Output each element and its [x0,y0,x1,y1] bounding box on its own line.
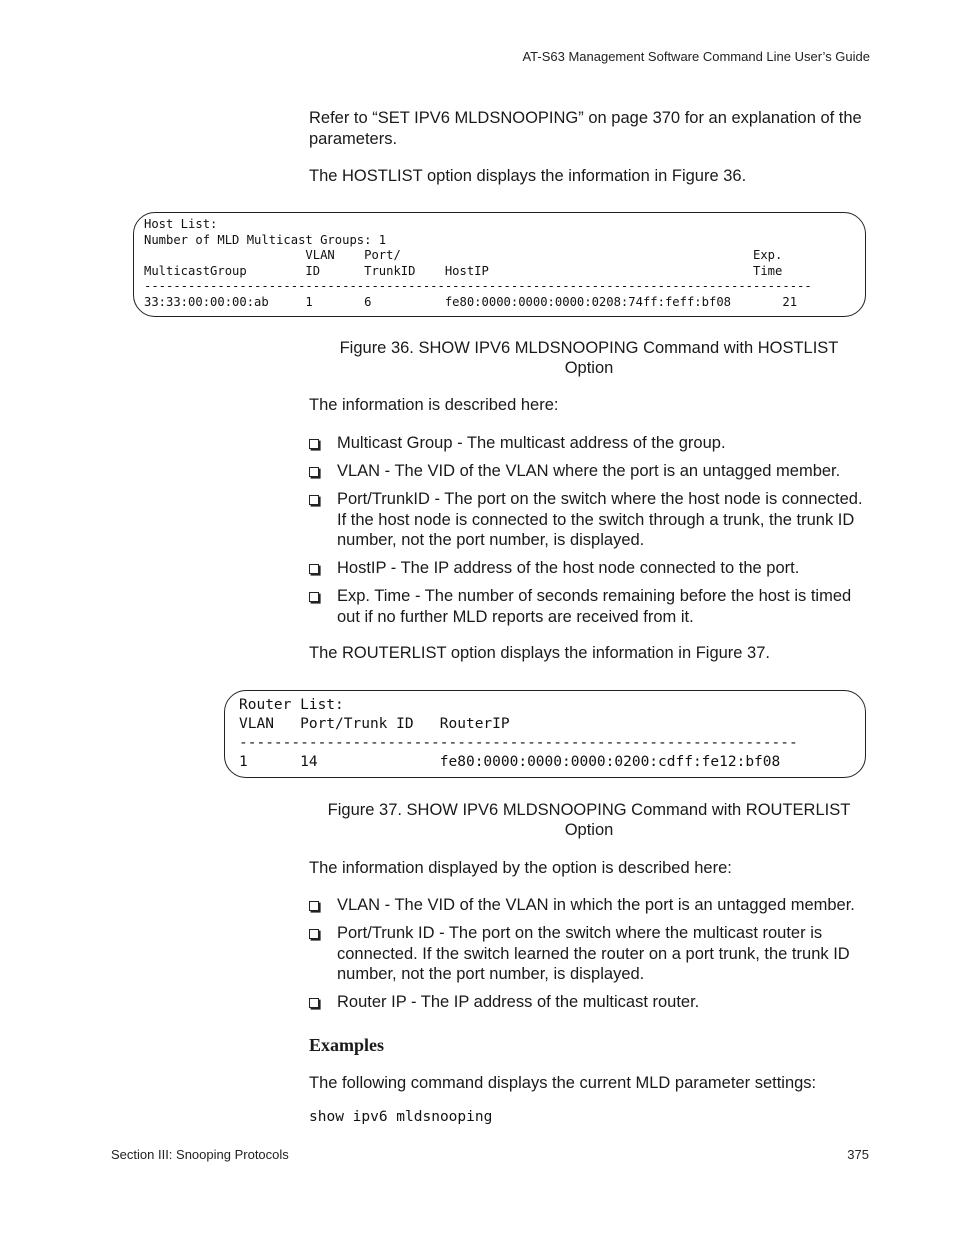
bullet-icon [309,495,319,505]
list-item: VLAN - The VID of the VLAN in which the port is an untagged member. [309,895,874,916]
bullet-icon [309,467,319,477]
example-command: show ipv6 mldsnooping [309,1109,493,1125]
list-item: Router IP - The IP address of the multicast router. [309,992,874,1013]
output-line: Router List: [239,697,344,713]
figure-37-output [239,696,798,772]
footer-section: Section III: Snooping Protocols [111,1147,289,1162]
output-line: 1 14 fe80:0000:0000:0000:0200:cdff:fe12:bf08 [239,754,781,770]
output-line: ------------------------------------------------------------------------------------------- [144,279,812,293]
routerlist-desc-intro: The information displayed by the option is described here: [309,859,732,877]
output-line: Host List: [144,217,218,231]
bullet-icon [309,929,319,939]
list-item: Exp. Time - The number of seconds remaining before the host is timed out if no further MLD reports are received from it. [309,586,874,627]
figure-37-caption: Figure 37. SHOW IPV6 MLDSNOOPING Command with ROUTERLIST Option [327,801,851,839]
figure-36-caption: Figure 36. SHOW IPV6 MLDSNOOPING Command with HOSTLIST Option [339,339,839,377]
output-line: VLAN Port/ Exp. [144,248,783,262]
hostlist-desc-intro: The information is described here: [309,396,559,414]
output-line: MulticastGroup ID TrunkID HostIP Time [144,263,783,278]
output-line: Number of MLD Multicast Groups: 1 [144,232,387,247]
bullet-icon [309,564,319,574]
output-line: 33:33:00:00:00:ab 1 6 fe80:0000:0000:0000:0208:74ff:feff:bf08 21 [144,294,798,309]
intro-paragraph: Refer to “SET IPV6 MLDSNOOPING” on page 370 for an explanation of the parameters. [309,109,862,148]
output-line: ---------------------------------------------------------------- [239,735,798,751]
list-item: Multicast Group - The multicast address of the group. [309,433,874,454]
figure-37-box [224,690,866,778]
routerlist-intro: The ROUTERLIST option displays the information in Figure 37. [309,644,770,662]
bullet-icon [309,592,319,602]
hostlist-intro: The HOSTLIST option displays the information in Figure 36. [309,167,747,185]
list-item: Port/Trunk ID - The port on the switch where the multicast router is connected. If the switch learned the router on a port trunk, the trunk ID number, not the port number, is displayed. [309,923,874,985]
bullet-icon [309,439,319,449]
examples-text: The following command displays the current MLD parameter settings: [309,1074,817,1092]
output-line: VLAN Port/Trunk ID RouterIP [239,716,510,732]
bullet-icon [309,998,319,1008]
list-item: Port/TrunkID - The port on the switch where the host node is connected. If the host node is connected to the switch through a trunk, the trunk ID number, not the port number, is displayed. [309,489,874,551]
figure-36-box [133,212,866,317]
figure-36-output [144,217,812,310]
running-header: AT-S63 Management Software Command Line User’s Guide [522,49,870,64]
list-item: VLAN - The VID of the VLAN where the port is an untagged member. [309,461,874,482]
examples-heading: Examples [309,1035,385,1055]
page-number: 375 [847,1147,869,1162]
list-item: HostIP - The IP address of the host node connected to the port. [309,558,874,579]
bullet-icon [309,901,319,911]
